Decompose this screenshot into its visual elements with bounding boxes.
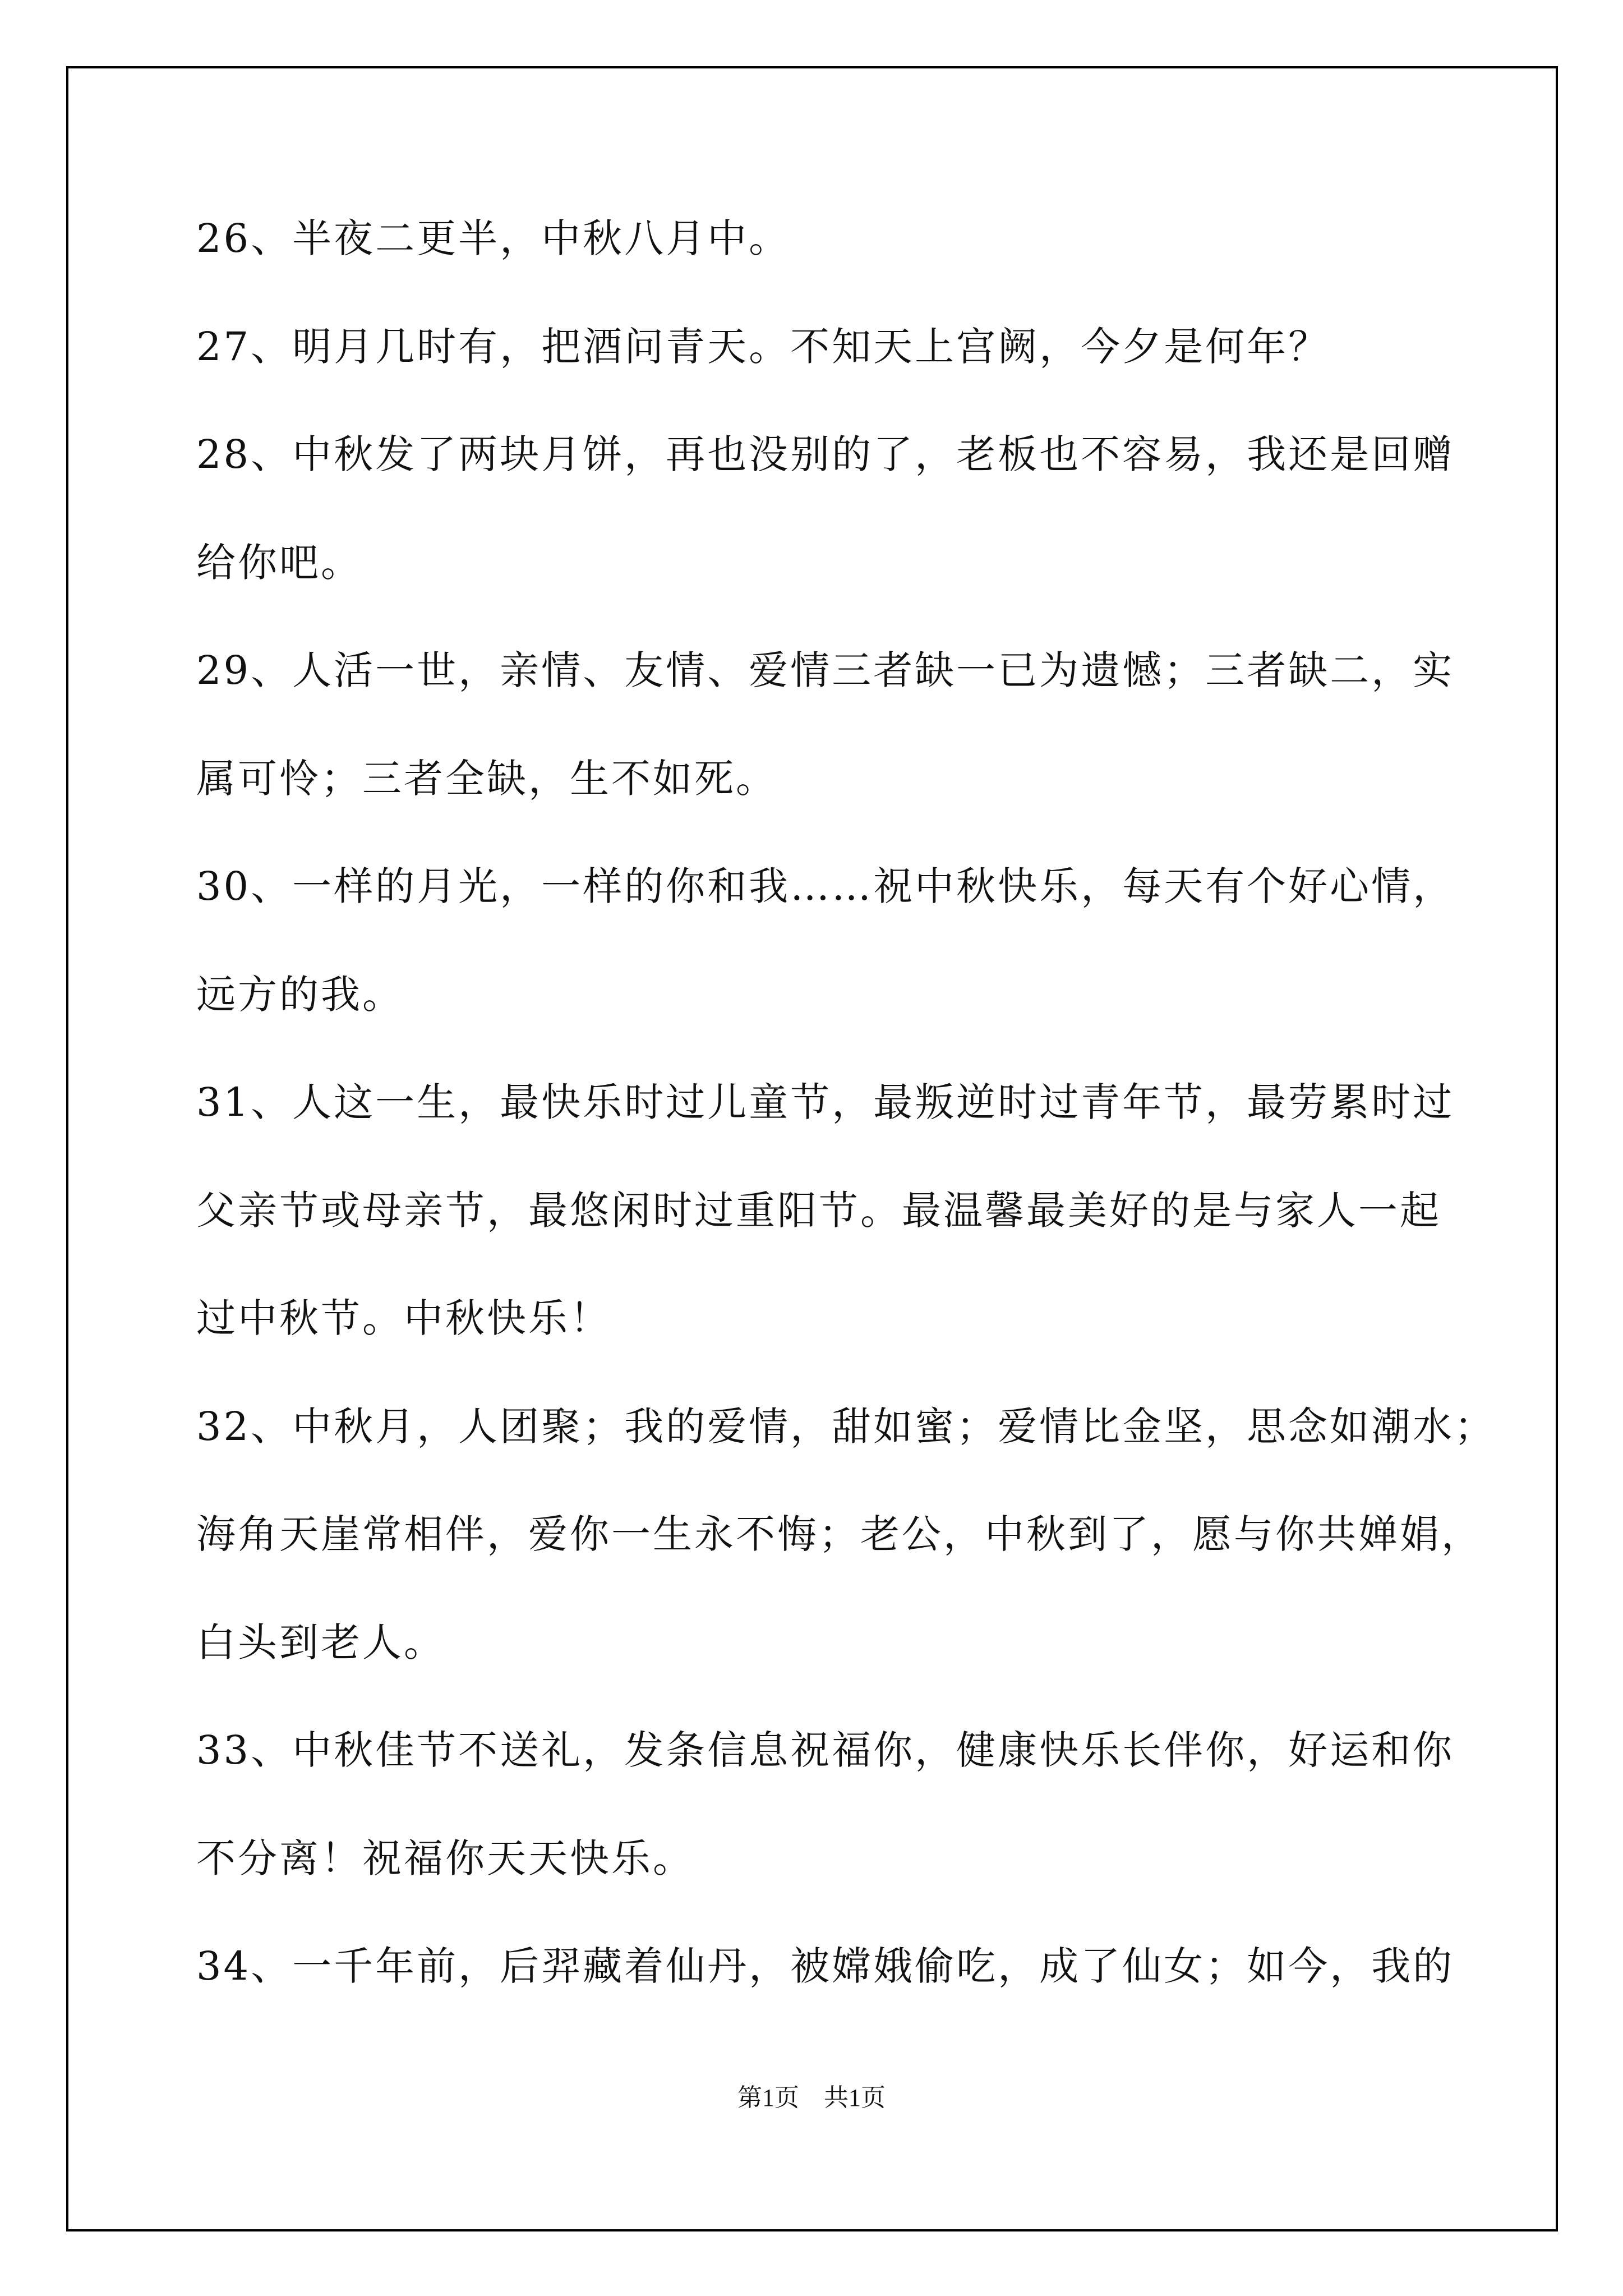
page-total: 共1页 — [824, 2084, 886, 2111]
text-line: 32、中秋月，人团聚；我的爱情，甜如蜜；爱情比金坚，思念如潮水； — [196, 1404, 1496, 1450]
text-line: 属可怜；三者全缺，生不如死。 — [196, 756, 777, 802]
text-line: 34、一千年前，后羿藏着仙丹，被嫦娥偷吃，成了仙女；如今，我的 — [196, 1943, 1455, 1989]
page-border — [66, 66, 1558, 2231]
text-line: 不分离！祝福你天天快乐。 — [196, 1835, 694, 1881]
text-line: 海角天崖常相伴，爱你一生永不悔；老公，中秋到了，愿与你共婵娟， — [196, 1511, 1483, 1557]
text-line: 28、中秋发了两块月饼，再也没别的了，老板也不容易，我还是回赠 — [196, 431, 1455, 477]
text-line: 白头到老人。 — [196, 1619, 445, 1665]
text-line: 给你吧。 — [196, 540, 362, 586]
text-line: 31、人这一生，最快乐时过儿童节，最叛逆时过青年节，最劳累时过 — [196, 1079, 1455, 1125]
page-footer — [0, 2082, 1623, 2114]
text-line: 33、中秋佳节不送礼，发条信息祝福你，健康快乐长伴你，好运和你 — [196, 1727, 1455, 1773]
text-line: 远方的我。 — [196, 972, 404, 1018]
text-line: 过中秋节。中秋快乐！ — [196, 1295, 611, 1341]
text-line: 27、明月几时有，把酒问青天。不知天上宫阙，今夕是何年？ — [196, 324, 1330, 370]
text-line: 26、半夜二更半，中秋八月中。 — [196, 215, 791, 261]
page-number: 第1页 — [737, 2084, 799, 2111]
text-line: 父亲节或母亲节，最悠闲时过重阳节。最温馨最美好的是与家人一起 — [196, 1188, 1441, 1234]
text-line: 30、一样的月光，一样的你和我……祝中秋快乐，每天有个好心情， — [196, 863, 1455, 909]
text-line: 29、人活一世，亲情、友情、爱情三者缺一已为遗憾；三者缺二，实 — [196, 647, 1455, 693]
